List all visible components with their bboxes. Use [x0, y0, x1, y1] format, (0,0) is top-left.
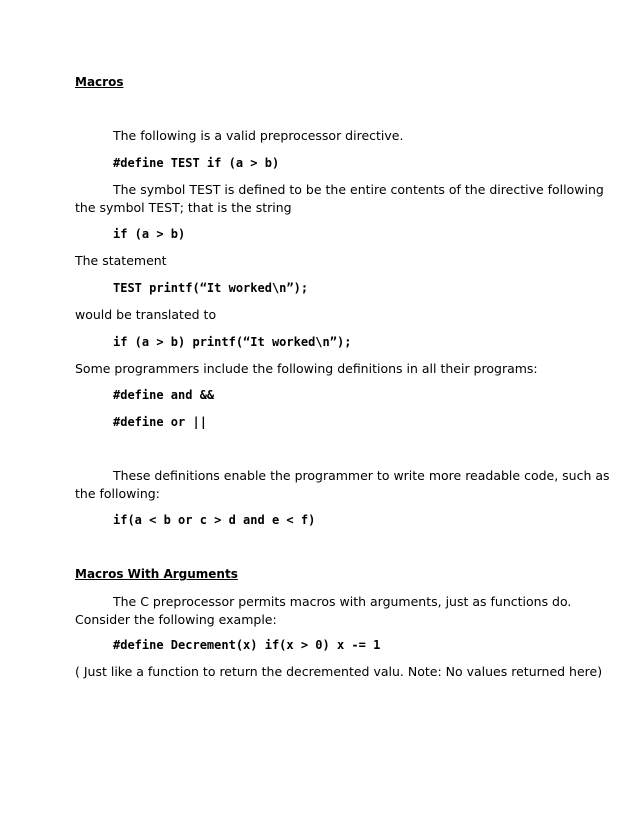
code-if-condition: if (a > b): [113, 227, 186, 241]
code-translated-statement: if (a > b) printf(“It worked\n”);: [113, 335, 352, 349]
translated-label: would be translated to: [75, 307, 217, 322]
code-define-and: #define and &&: [113, 388, 215, 402]
readable-paragraph-line-1: These definitions enable the programmer to write more readable code, such as: [113, 468, 610, 483]
code-test-printf: TEST printf(“It worked\n”);: [113, 281, 309, 295]
code-define-test: #define TEST if (a > b): [113, 156, 280, 170]
arguments-paragraph-line-2: Consider the following example:: [75, 612, 277, 627]
symbol-paragraph-line-2: the symbol TEST; that is the string: [75, 200, 292, 215]
macros-with-arguments-heading: Macros With Arguments: [75, 567, 238, 581]
note-paragraph: ( Just like a function to return the decremented valu. Note: No values returned here): [75, 664, 603, 679]
readable-paragraph-line-2: the following:: [75, 486, 160, 501]
programmers-paragraph: Some programmers include the following definitions in all their programs:: [75, 361, 538, 376]
statement-label: The statement: [75, 253, 167, 268]
intro-paragraph: The following is a valid preprocessor directive.: [113, 128, 404, 143]
arguments-paragraph-line-1: The C preprocessor permits macros with arguments, just as functions do.: [113, 594, 572, 609]
macros-heading: Macros: [75, 75, 124, 89]
code-if-example: if(a < b or c > d and e < f): [113, 513, 316, 527]
symbol-paragraph-line-1: The symbol TEST is defined to be the entire contents of the directive following: [113, 182, 604, 197]
code-define-decrement: #define Decrement(x) if(x > 0) x -= 1: [113, 638, 381, 652]
code-define-or: #define or ||: [113, 415, 207, 429]
